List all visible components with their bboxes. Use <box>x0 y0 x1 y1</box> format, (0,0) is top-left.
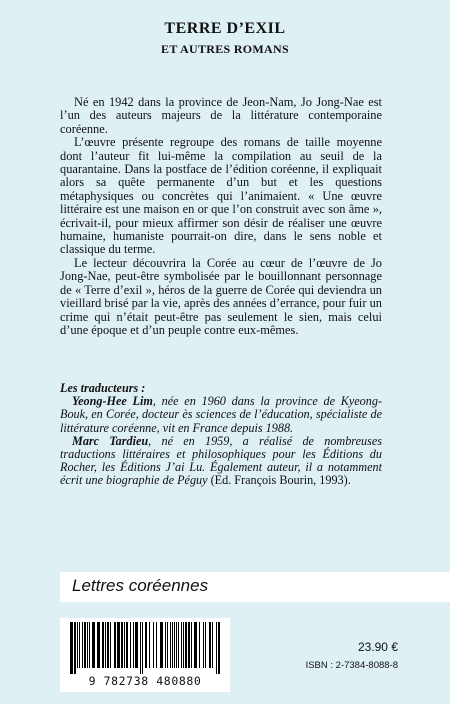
translator-1 <box>60 395 382 435</box>
isbn: ISBN : 2-7384-8088-8 <box>305 660 398 671</box>
barcode-bar <box>117 622 120 668</box>
barcode-bar <box>191 622 192 668</box>
barcode-bar <box>153 622 154 668</box>
barcode-bar <box>181 622 182 668</box>
barcode-bar <box>218 622 220 674</box>
barcode-bar <box>77 622 78 668</box>
barcode-bar <box>203 622 204 668</box>
barcode-bar <box>74 622 76 674</box>
barcode-bar <box>212 622 213 668</box>
barcode-bar <box>135 622 138 668</box>
barcode-bar <box>97 622 100 668</box>
price: 23.90 € <box>357 640 398 654</box>
barcode-bar <box>185 622 187 668</box>
barcode-bars <box>64 622 226 674</box>
barcode-bar <box>84 622 86 668</box>
series-label: Lettres coréennes <box>72 576 209 595</box>
barcode-bar <box>170 622 171 668</box>
synopsis <box>60 96 382 337</box>
book-title: TERRE D’EXIL <box>164 20 286 37</box>
barcode-bar <box>205 622 206 668</box>
barcode-bar <box>124 622 125 668</box>
barcode-bar <box>82 622 83 668</box>
translator-2 <box>60 435 382 488</box>
barcode-bar <box>105 622 106 668</box>
barcode-bar <box>156 622 157 668</box>
barcode-bar <box>102 622 104 668</box>
translators-heading: Les traducteurs : <box>60 381 146 395</box>
series-band <box>60 572 450 602</box>
synopsis-paragraph-2: L’œuvre présente regroupe des romans de taille moyenne dont l’auteur fit lui-même la compilation au seuil de la quarantaine. Dans la postface de l’édition coréenne, il expliquait alors sa quête permanente d’un but et les questions métaphysiques ou concrètes qui l’animaient. « Une œuvre littéraire est une maison en or que l’on construit avec son âme », écrivait-il, pour mieux affirmer son désir de réaliser une œuvre humaine, humaniste pourrait-on dire, dans le sens noble et classique du terme. <box>60 135 382 257</box>
barcode-bar <box>89 622 90 668</box>
barcode-bar <box>92 622 95 668</box>
barcode-bar <box>209 622 211 668</box>
barcode-bar <box>79 622 80 668</box>
translator-2-reference: (Ed. François Bourin, 1993). <box>210 473 351 488</box>
barcode-bar <box>194 622 197 668</box>
translator-2-bio: , né en 1959, a réalisé de nombreuses traductions littéraires et philosophiques pour les Éditions du Rocher, les Éditions J’ai Lu. Également auteur, il a notamment écrit une biographie de Péguy <box>60 433 382 488</box>
barcode-bar <box>172 622 173 668</box>
barcode-bar <box>126 622 128 668</box>
barcode-digits: 9 782738 480880 <box>88 674 202 688</box>
barcode-bar <box>130 622 131 668</box>
barcode <box>60 618 230 692</box>
translator-1-bio: , née en 1960 dans la province de Kyeong-Bouk, en Corée, docteur ès sciences de l’éducation, spécialiste de littérature coréenne, vit en France depuis 1988. <box>60 394 382 435</box>
barcode-bar <box>216 622 217 674</box>
barcode-bar <box>142 622 143 674</box>
barcode-bar <box>70 622 73 674</box>
barcode-bar <box>174 622 175 668</box>
barcode-bar <box>121 622 123 668</box>
translators-section <box>60 382 382 488</box>
barcode-bar <box>199 622 200 668</box>
barcode-bar <box>176 622 177 668</box>
barcode-bar <box>160 622 163 668</box>
barcode-bar <box>110 622 111 668</box>
barcode-bar <box>145 622 147 668</box>
synopsis-paragraph-1: Né en 1942 dans la province de Jeon-Nam, Jo Jong-Nae est l’un des auteurs majeurs de la littérature contemporaine coréenne. <box>60 95 382 136</box>
synopsis-paragraph-3: Le lecteur découvrira la Corée au cœur de l’œuvre de Jo Jong-Nae, peut-être symbolisée par le bouillonnant personnage de « Terre d’exil », héros de la guerre de Corée qui deviendra un vieillard brisé par la vie, après des années d’errance, pour fuir un crime qui n’était peut-être pas seulement le sien, mais celui d’une époque et d’un peuple contre eux-mêmes. <box>60 255 382 337</box>
barcode-bar <box>133 622 134 668</box>
translator-2-name: Marc Tardieu <box>72 433 149 448</box>
barcode-bar <box>149 622 150 668</box>
barcode-bar <box>178 622 179 668</box>
barcode-bar <box>107 622 109 668</box>
barcode-bar <box>114 622 116 668</box>
translator-1-name: Yeong-Hee Lim <box>72 394 153 409</box>
barcode-bar <box>188 622 190 668</box>
barcode-bar <box>167 622 168 668</box>
barcode-bar <box>140 622 141 674</box>
barcode-bar <box>165 622 166 668</box>
barcode-bar <box>87 622 88 668</box>
barcode-bar <box>183 622 184 668</box>
book-subtitle: ET AUTRES ROMANS <box>161 42 289 56</box>
